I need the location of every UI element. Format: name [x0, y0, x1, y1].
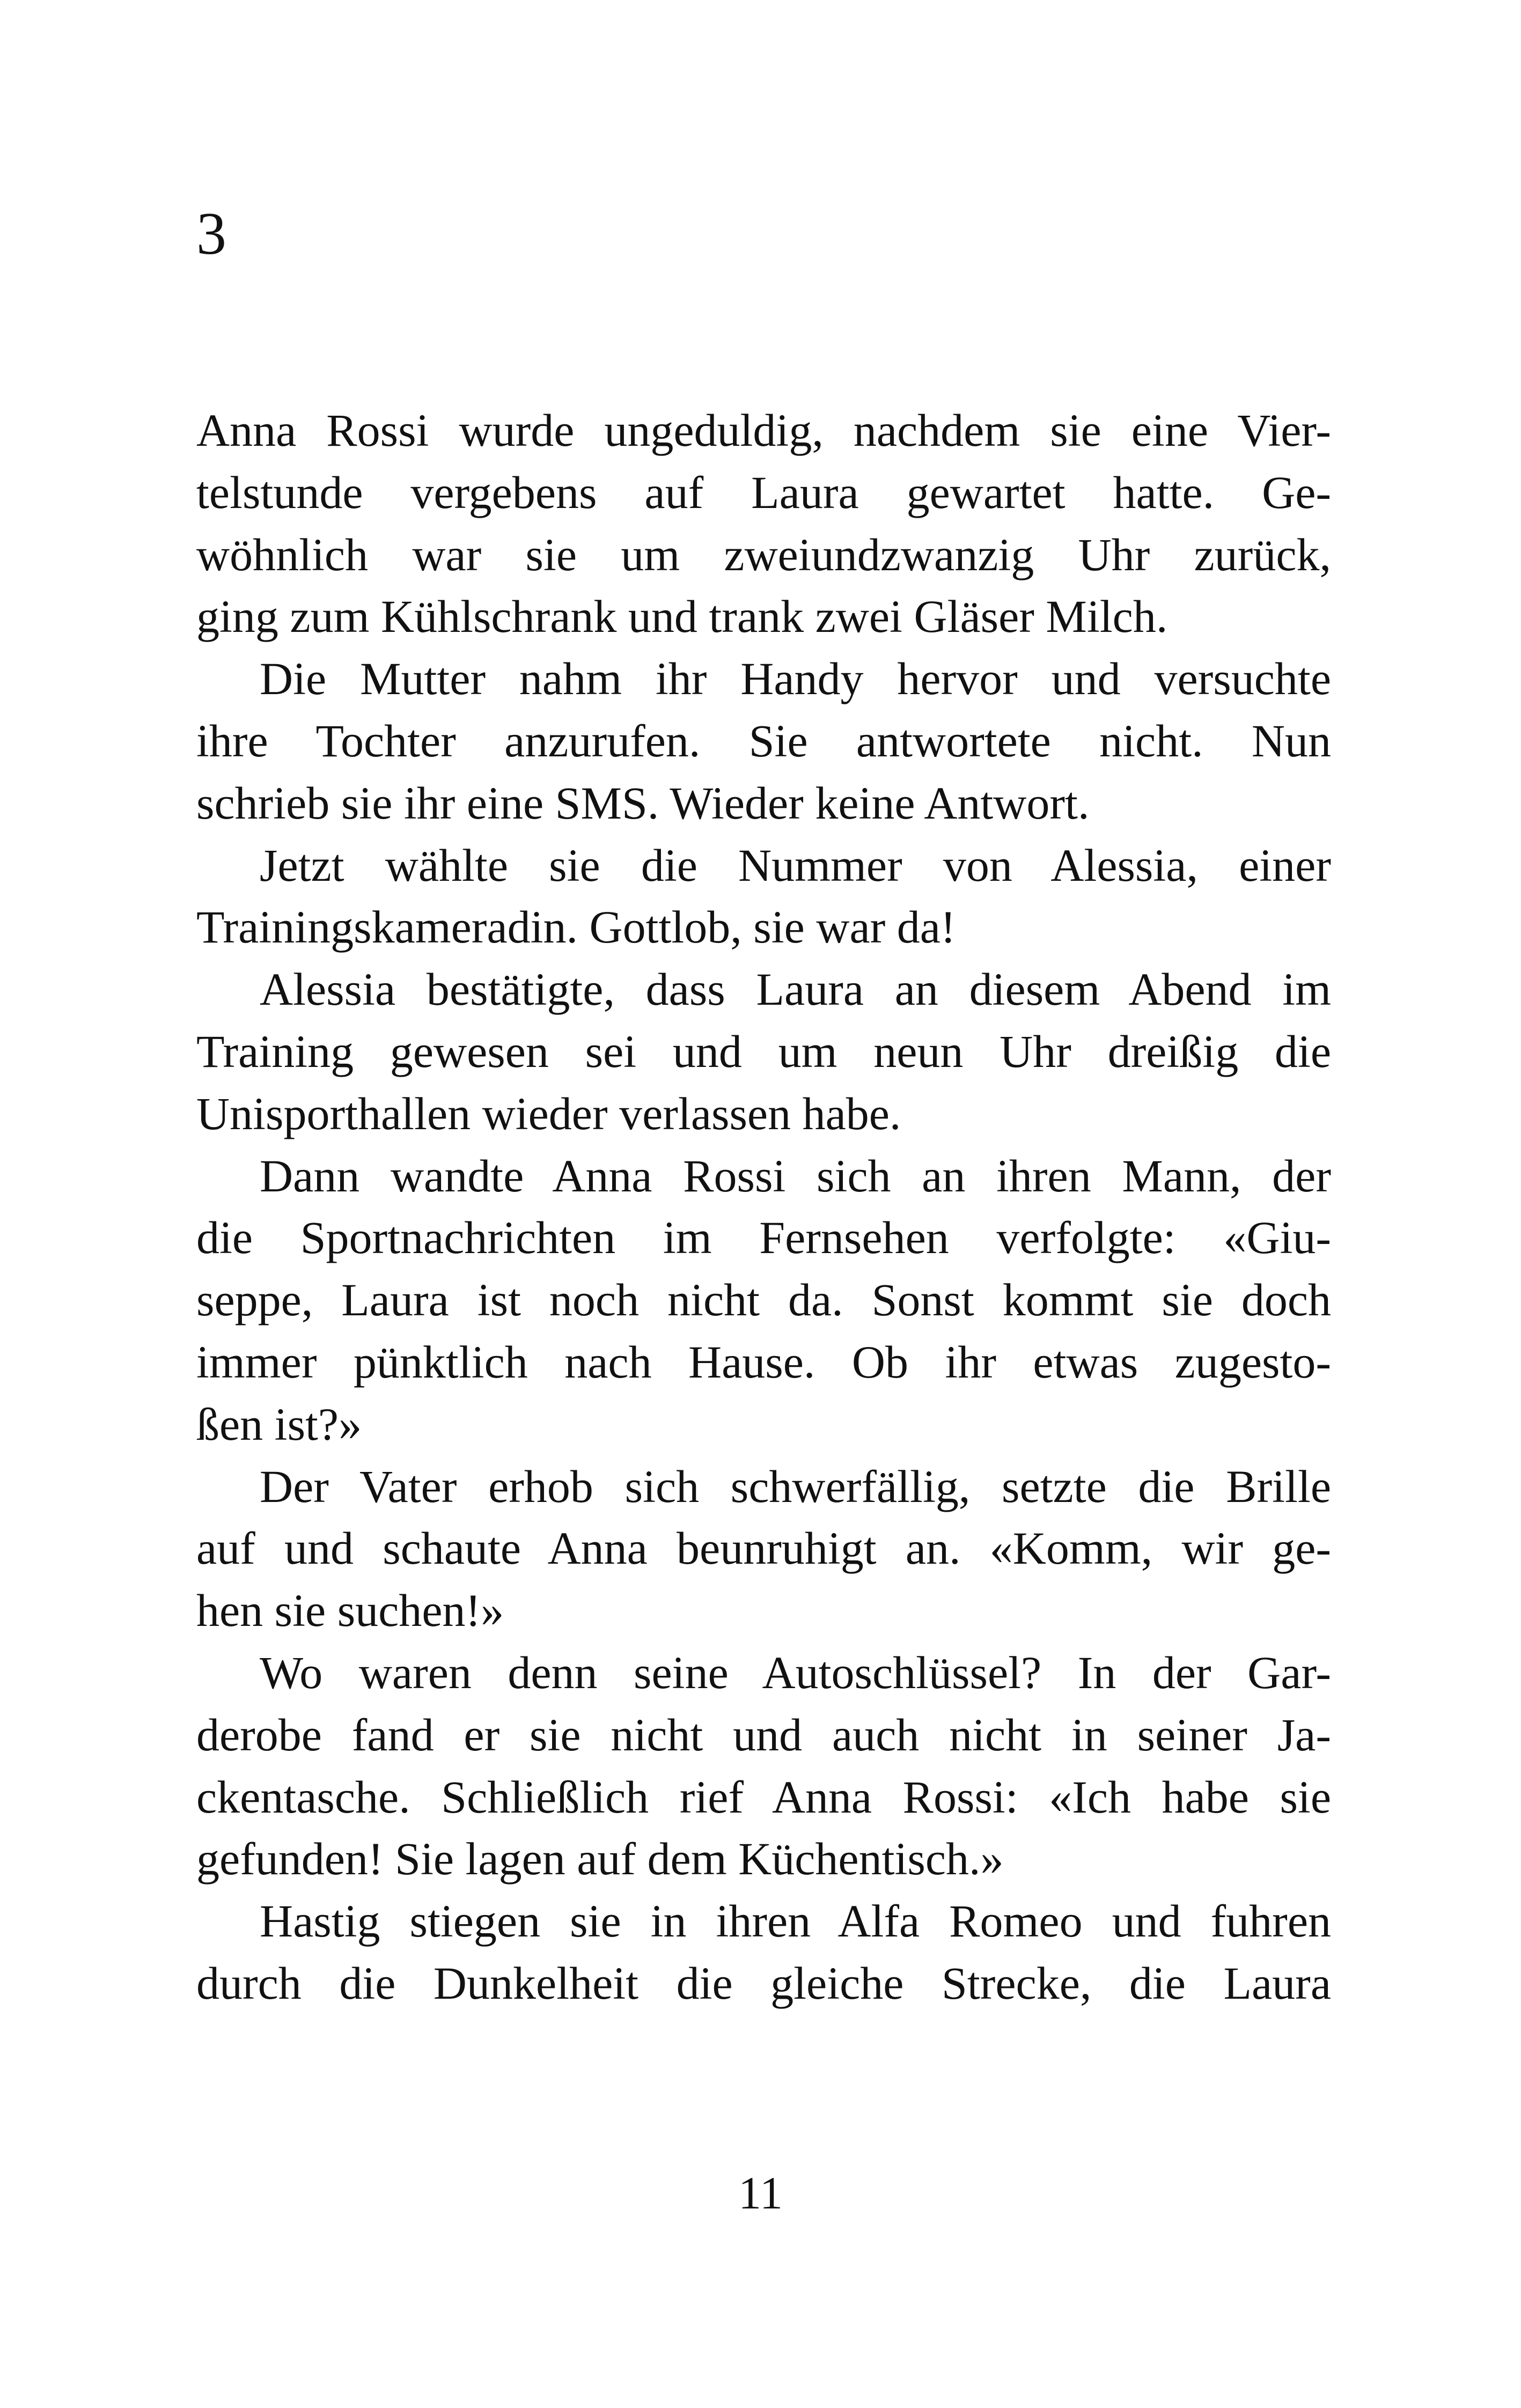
text-line: schrieb sie ihr eine SMS. Wieder keine Antwort.: [196, 777, 1090, 829]
text-line: Jetzt wählte sie die Nummer von Alessia, einer: [260, 839, 1331, 891]
text-line: hen sie suchen!»: [196, 1585, 504, 1637]
text-line: Dann wandte Anna Rossi sich an ihren Mann, der: [260, 1150, 1331, 1202]
text-line: ihre Tochter anzurufen. Sie antwortete nicht. Nun: [196, 715, 1331, 767]
text-line: gefunden! Sie lagen auf dem Küchentisch.»: [196, 1833, 1004, 1885]
text-line: immer pünktlich nach Hause. Ob ihr etwas zugesto-: [196, 1336, 1331, 1388]
page-number: 11: [738, 2167, 783, 2219]
text-line: seppe, Laura ist noch nicht da. Sonst kommt sie doch: [196, 1274, 1331, 1326]
chapter-number: 3: [196, 201, 226, 267]
text-line: derobe fand er sie nicht und auch nicht in seiner Ja-: [196, 1709, 1331, 1761]
text-line: Die Mutter nahm ihr Handy hervor und versuchte: [260, 653, 1331, 705]
text-line: Trainingskameradin. Gottlob, sie war da!: [196, 901, 956, 953]
text-line: Unisporthallen wieder verlassen habe.: [196, 1087, 901, 1139]
text-line: Alessia bestätigte, dass Laura an diesem Abend im: [260, 963, 1331, 1015]
text-line: telstunde vergebens auf Laura gewartet hatte. Ge-: [196, 466, 1331, 518]
text-line: durch die Dunkelheit die gleiche Strecke, die Laura: [196, 1957, 1331, 2009]
text-line: auf und schaute Anna beunruhigt an. «Komm, wir ge-: [196, 1522, 1331, 1574]
text-line: Wo waren denn seine Autoschlüssel? In der Gar-: [260, 1646, 1331, 1698]
text-line: Der Vater erhob sich schwerfällig, setzte die Brille: [260, 1460, 1331, 1512]
text-line: Training gewesen sei und um neun Uhr dreißig die: [196, 1025, 1331, 1077]
text-line: ßen ist?»: [196, 1398, 362, 1450]
text-line: ging zum Kühlschrank und trank zwei Gläser Milch.: [196, 591, 1168, 643]
text-line: Hastig stiegen sie in ihren Alfa Romeo und fuhren: [260, 1895, 1331, 1947]
text-line: wöhnlich war sie um zweiundzwanzig Uhr zurück,: [196, 528, 1331, 580]
body-text: [196, 400, 1331, 2015]
text-line: Anna Rossi wurde ungeduldig, nachdem sie eine Vier-: [196, 404, 1331, 456]
text-line: die Sportnachrichten im Fernsehen verfolgte: «Giu-: [196, 1212, 1331, 1264]
text-line: ckentasche. Schließlich rief Anna Rossi: «Ich habe sie: [196, 1771, 1331, 1823]
